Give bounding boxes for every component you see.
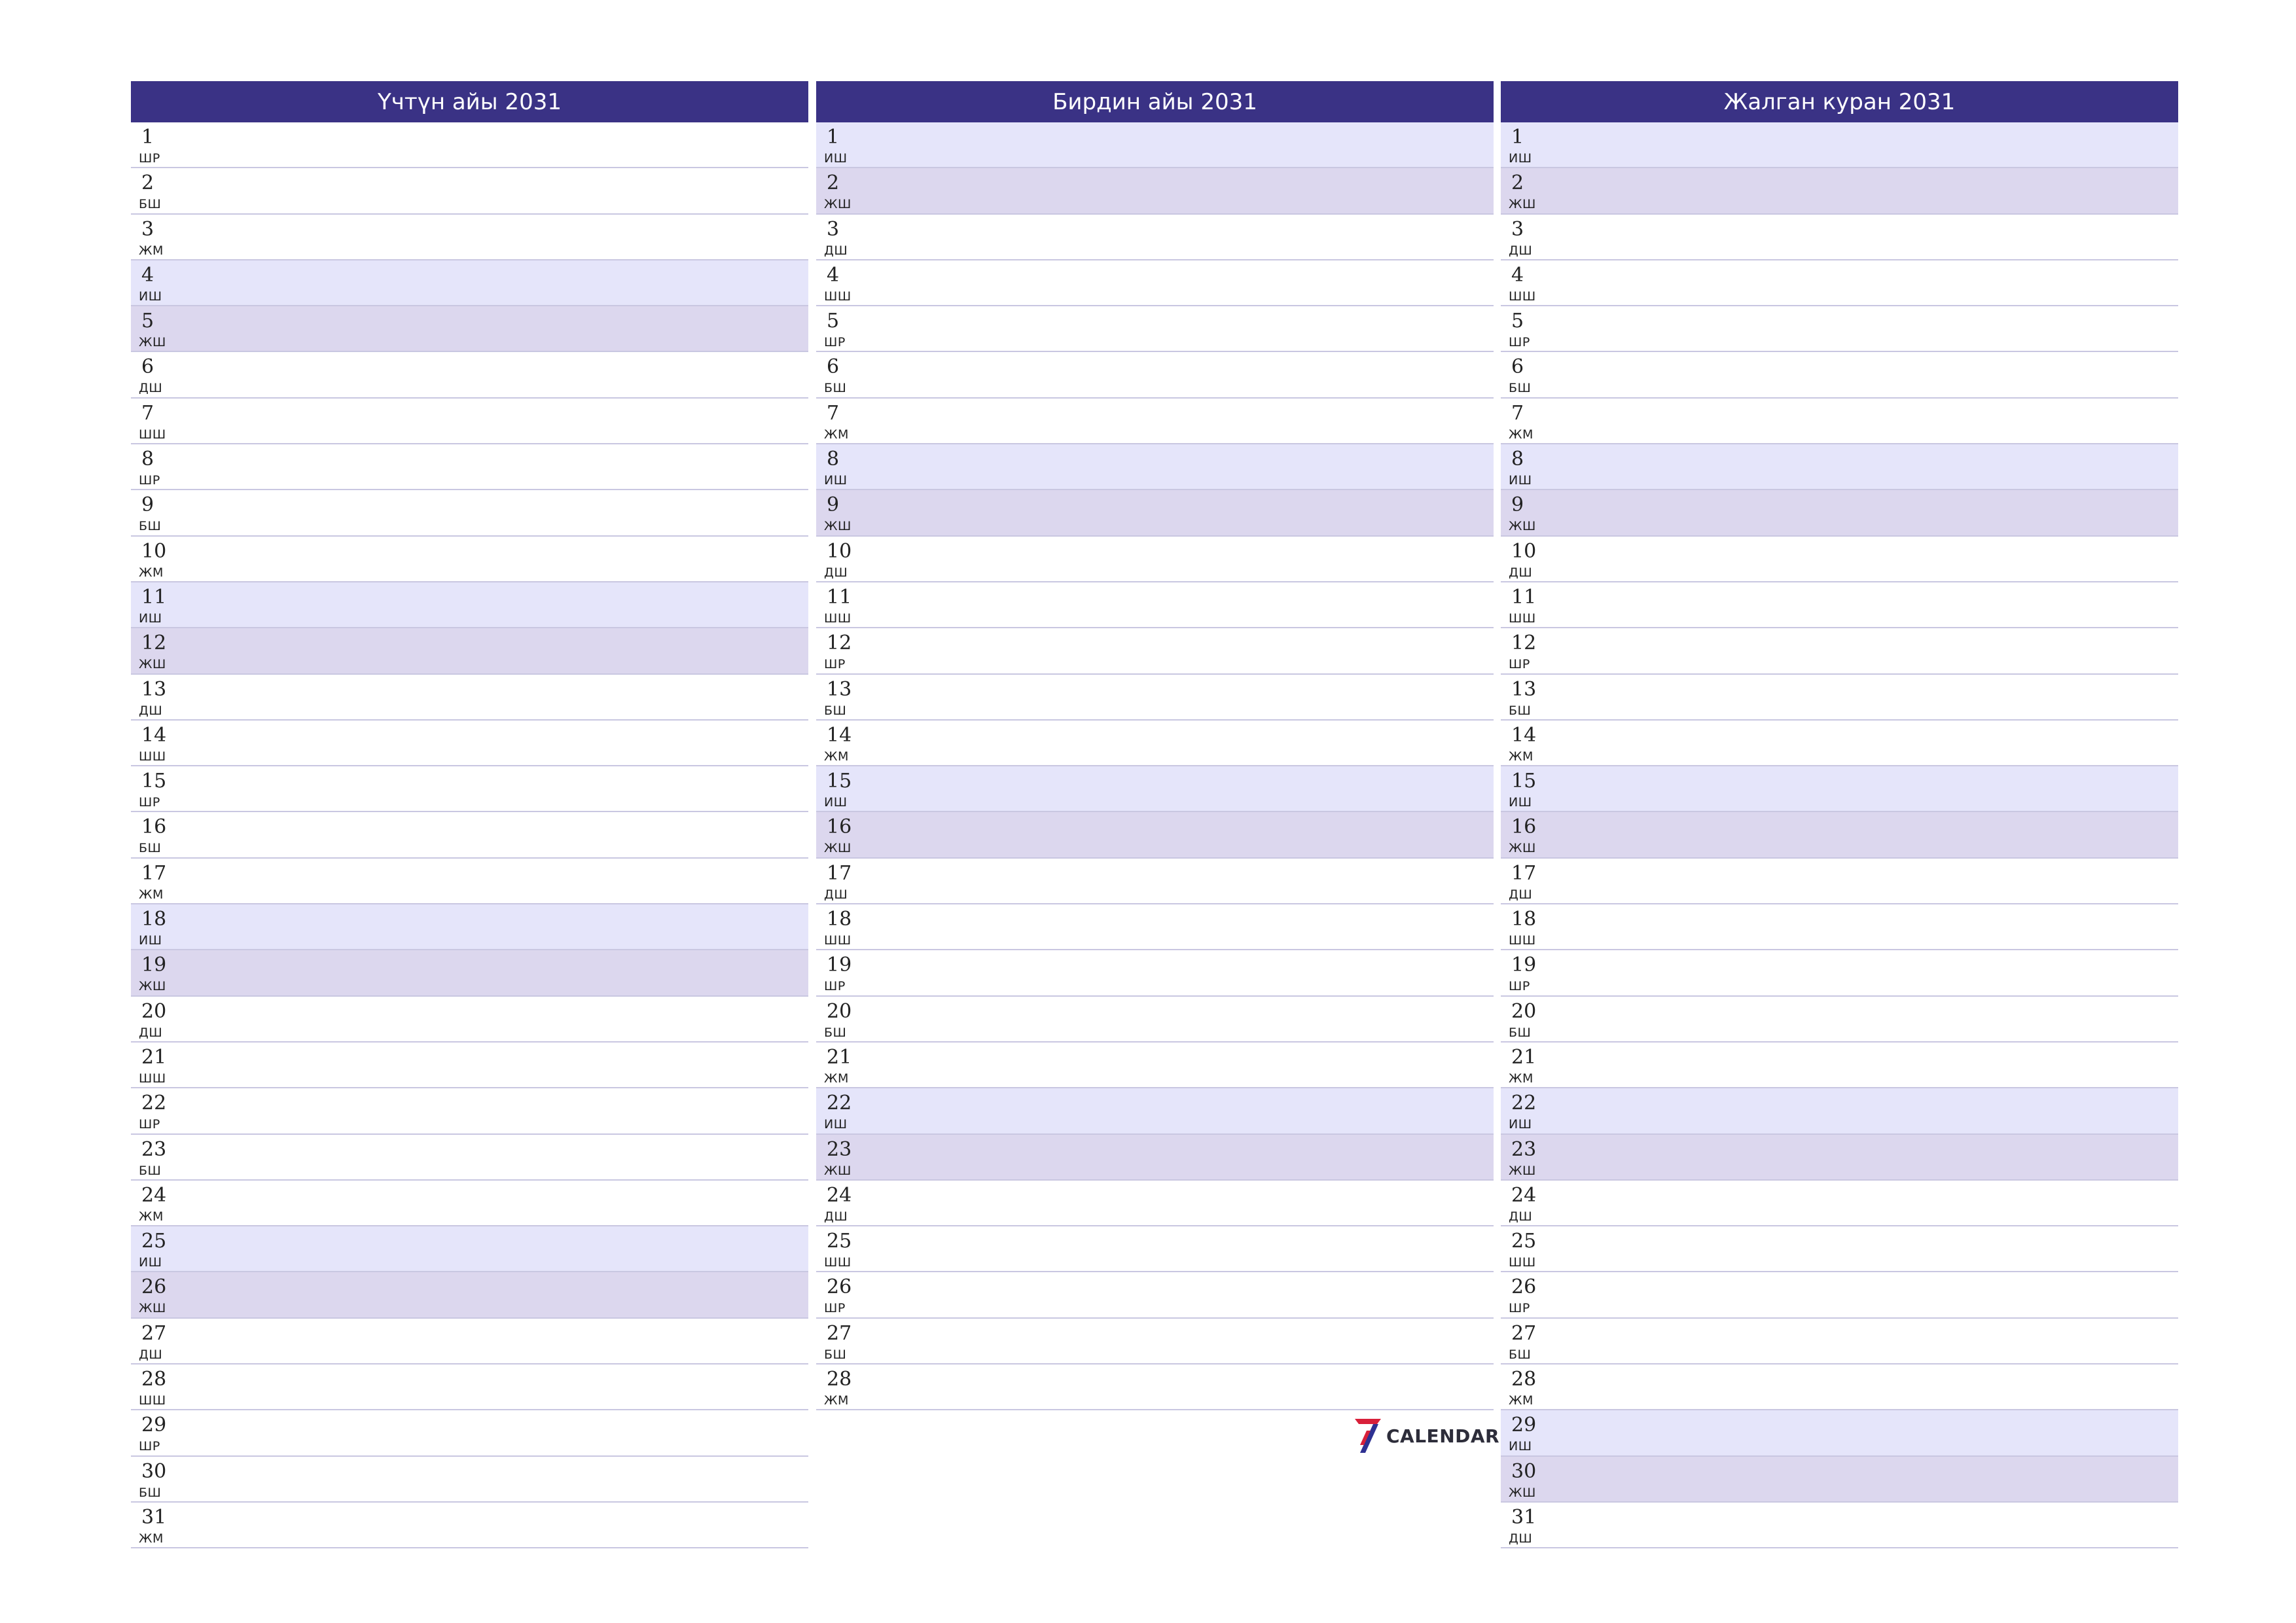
day-row xyxy=(1501,950,2178,996)
weekday-abbr: ИШ xyxy=(1509,1439,1532,1454)
weekday-abbr: ЖШ xyxy=(139,657,166,672)
day-row xyxy=(131,352,808,398)
day-row xyxy=(131,997,808,1043)
day-number: 13 xyxy=(827,677,852,701)
day-row xyxy=(1501,721,2178,766)
weekday-abbr: ДШ xyxy=(824,243,848,258)
day-number: 25 xyxy=(1511,1230,1537,1253)
day-row xyxy=(1501,904,2178,950)
day-number: 23 xyxy=(827,1137,852,1161)
day-number: 8 xyxy=(1511,448,1524,471)
weekday-abbr: ШШ xyxy=(824,611,852,626)
day-number: 3 xyxy=(1511,217,1524,241)
day-number: 29 xyxy=(1511,1414,1537,1437)
month-header: Жалган куран 2031 xyxy=(1501,81,2178,122)
day-row xyxy=(816,997,1494,1043)
day-list xyxy=(131,122,808,1548)
day-number: 8 xyxy=(141,448,154,471)
weekday-abbr: ШР xyxy=(139,795,160,810)
weekday-abbr: ДШ xyxy=(139,703,163,718)
day-row xyxy=(816,1319,1494,1364)
day-number: 26 xyxy=(827,1275,852,1299)
day-number: 4 xyxy=(141,263,154,287)
day-row xyxy=(1501,582,2178,628)
weekday-abbr: ИШ xyxy=(139,289,162,304)
day-number: 4 xyxy=(1511,263,1524,287)
day-row xyxy=(816,1135,1494,1181)
day-row xyxy=(131,399,808,444)
day-number: 17 xyxy=(1511,861,1537,885)
day-number: 2 xyxy=(827,171,840,195)
day-row xyxy=(131,490,808,536)
weekday-abbr: ИШ xyxy=(1509,473,1532,488)
day-number: 17 xyxy=(141,861,167,885)
day-number: 1 xyxy=(1511,126,1524,149)
weekday-abbr: ШР xyxy=(824,335,846,350)
day-row xyxy=(816,628,1494,674)
weekday-abbr: ЖМ xyxy=(824,1393,849,1408)
day-row xyxy=(131,766,808,812)
day-number: 8 xyxy=(827,448,840,471)
day-row xyxy=(816,260,1494,306)
weekday-abbr: ШШ xyxy=(139,427,166,442)
day-number: 15 xyxy=(1511,770,1537,793)
day-number: 15 xyxy=(827,770,852,793)
day-number: 24 xyxy=(1511,1183,1537,1207)
weekday-abbr: ИШ xyxy=(824,473,848,488)
weekday-abbr: БШ xyxy=(139,841,162,856)
day-row xyxy=(131,721,808,766)
logo-text: CALENDAR xyxy=(1386,1425,1500,1447)
day-row xyxy=(1501,444,2178,490)
weekday-abbr: ЖМ xyxy=(139,1209,164,1224)
day-row xyxy=(1501,1503,2178,1548)
weekday-abbr: ШШ xyxy=(139,1071,166,1086)
day-row xyxy=(816,490,1494,536)
day-row xyxy=(1501,1135,2178,1181)
weekday-abbr: ШШ xyxy=(1509,933,1536,948)
day-row xyxy=(1501,1043,2178,1088)
day-row xyxy=(1501,1319,2178,1364)
day-row xyxy=(816,122,1494,168)
day-row xyxy=(1501,1226,2178,1272)
day-row xyxy=(816,721,1494,766)
day-row xyxy=(816,812,1494,858)
weekday-abbr: ДШ xyxy=(139,1025,163,1040)
day-number: 9 xyxy=(141,493,154,517)
day-row xyxy=(131,1364,808,1410)
day-number: 13 xyxy=(1511,677,1537,701)
day-number: 5 xyxy=(141,310,154,333)
day-number: 10 xyxy=(1511,539,1537,563)
weekday-abbr: БШ xyxy=(1509,1025,1532,1040)
weekday-abbr: БШ xyxy=(824,381,847,396)
weekday-abbr: БШ xyxy=(1509,381,1532,396)
day-row xyxy=(131,168,808,214)
weekday-abbr: ШШ xyxy=(824,289,852,304)
day-row xyxy=(1501,352,2178,398)
day-number: 27 xyxy=(1511,1321,1537,1345)
weekday-abbr: ЖМ xyxy=(139,565,164,580)
day-row xyxy=(131,1135,808,1181)
weekday-abbr: ИШ xyxy=(139,1255,162,1270)
weekday-abbr: ДШ xyxy=(1509,887,1533,902)
weekday-abbr: ЖМ xyxy=(139,1531,164,1546)
day-row xyxy=(816,1272,1494,1318)
day-row xyxy=(131,859,808,904)
day-number: 14 xyxy=(827,723,852,747)
day-row xyxy=(131,1272,808,1318)
day-number: 21 xyxy=(1511,1045,1537,1069)
weekday-abbr: ЖМ xyxy=(139,887,164,902)
day-number: 6 xyxy=(1511,355,1524,379)
weekday-abbr: ШШ xyxy=(824,1255,852,1270)
weekday-abbr: ЖШ xyxy=(139,1301,166,1316)
day-number: 20 xyxy=(827,999,852,1023)
day-number: 28 xyxy=(141,1368,167,1391)
day-row xyxy=(131,260,808,306)
day-row xyxy=(816,582,1494,628)
brand-logo xyxy=(1351,1416,1499,1455)
day-row xyxy=(816,399,1494,444)
day-row xyxy=(816,1043,1494,1088)
weekday-abbr: ДШ xyxy=(824,887,848,902)
day-row xyxy=(131,1226,808,1272)
day-number: 7 xyxy=(141,401,154,425)
day-number: 4 xyxy=(827,263,840,287)
day-number: 12 xyxy=(827,632,852,655)
day-number: 28 xyxy=(827,1368,852,1391)
day-row xyxy=(1501,399,2178,444)
weekday-abbr: ШШ xyxy=(1509,289,1536,304)
day-row xyxy=(1501,812,2178,858)
day-number: 14 xyxy=(1511,723,1537,747)
day-row xyxy=(816,306,1494,352)
day-row xyxy=(816,950,1494,996)
day-list xyxy=(1501,122,2178,1548)
day-number: 23 xyxy=(1511,1137,1537,1161)
weekday-abbr: ДШ xyxy=(824,565,848,580)
month-header: Үчтүн айы 2031 xyxy=(131,81,808,122)
weekday-abbr: ЖШ xyxy=(824,519,852,534)
day-number: 19 xyxy=(827,954,852,977)
weekday-abbr: БШ xyxy=(824,703,847,718)
day-number: 26 xyxy=(141,1275,167,1299)
day-row xyxy=(131,628,808,674)
weekday-abbr: ШШ xyxy=(1509,1255,1536,1270)
weekday-abbr: ЖМ xyxy=(824,427,849,442)
weekday-abbr: БШ xyxy=(139,1485,162,1500)
day-row xyxy=(1501,1410,2178,1456)
day-number: 19 xyxy=(141,954,167,977)
weekday-abbr: ЖШ xyxy=(1509,841,1536,856)
weekday-abbr: ШР xyxy=(139,1439,160,1454)
weekday-abbr: ИШ xyxy=(139,933,162,948)
day-number: 6 xyxy=(827,355,840,379)
weekday-abbr: ЖШ xyxy=(1509,1163,1536,1178)
day-row xyxy=(816,766,1494,812)
weekday-abbr: ИШ xyxy=(1509,795,1532,810)
weekday-abbr: ШШ xyxy=(1509,611,1536,626)
day-row xyxy=(816,675,1494,721)
weekday-abbr: ДШ xyxy=(139,381,163,396)
weekday-abbr: ШР xyxy=(139,1117,160,1132)
month-header: Бирдин айы 2031 xyxy=(816,81,1494,122)
day-row xyxy=(131,812,808,858)
day-number: 19 xyxy=(1511,954,1537,977)
weekday-abbr: ЖМ xyxy=(1509,1393,1534,1408)
day-number: 7 xyxy=(827,401,840,425)
day-row xyxy=(816,859,1494,904)
weekday-abbr: ШР xyxy=(1509,979,1530,994)
weekday-abbr: ДШ xyxy=(1509,1531,1533,1546)
weekday-abbr: ЖШ xyxy=(1509,1485,1536,1500)
day-row xyxy=(1501,122,2178,168)
day-number: 1 xyxy=(141,126,154,149)
day-number: 22 xyxy=(141,1092,167,1115)
weekday-abbr: ШР xyxy=(139,151,160,166)
day-number: 16 xyxy=(827,815,852,839)
weekday-abbr: БШ xyxy=(139,519,162,534)
day-number: 10 xyxy=(827,539,852,563)
day-row xyxy=(1501,997,2178,1043)
day-row xyxy=(131,537,808,582)
day-row xyxy=(816,352,1494,398)
calendar-col-2 xyxy=(816,81,1494,1410)
weekday-abbr: ШШ xyxy=(139,1393,166,1408)
day-row xyxy=(131,1181,808,1226)
day-number: 2 xyxy=(1511,171,1524,195)
day-row xyxy=(1501,1364,2178,1410)
day-row xyxy=(816,1181,1494,1226)
day-row xyxy=(1501,1272,2178,1318)
day-row xyxy=(131,444,808,490)
day-row xyxy=(131,1503,808,1548)
weekday-abbr: ЖШ xyxy=(1509,197,1536,212)
weekday-abbr: ШР xyxy=(824,1301,846,1316)
calendar-col-1 xyxy=(131,81,808,1548)
day-number: 5 xyxy=(1511,310,1524,333)
day-number: 9 xyxy=(827,493,840,517)
weekday-abbr: ИШ xyxy=(824,1117,848,1132)
day-row xyxy=(131,306,808,352)
day-number: 18 xyxy=(1511,908,1537,931)
day-number: 11 xyxy=(827,585,852,609)
weekday-abbr: ИШ xyxy=(824,795,848,810)
weekday-abbr: БШ xyxy=(1509,1347,1532,1362)
day-number: 6 xyxy=(141,355,154,379)
day-row xyxy=(1501,490,2178,536)
day-number: 31 xyxy=(141,1505,167,1529)
weekday-abbr: ИШ xyxy=(139,611,162,626)
day-row xyxy=(1501,1181,2178,1226)
day-row xyxy=(816,1226,1494,1272)
day-row xyxy=(816,168,1494,214)
day-number: 2 xyxy=(141,171,154,195)
day-number: 16 xyxy=(141,815,167,839)
weekday-abbr: ЖМ xyxy=(1509,1071,1534,1086)
weekday-abbr: ИШ xyxy=(824,151,848,166)
day-row xyxy=(1501,537,2178,582)
day-row xyxy=(1501,1457,2178,1503)
day-row xyxy=(131,904,808,950)
weekday-abbr: ШР xyxy=(1509,335,1530,350)
day-number: 29 xyxy=(141,1414,167,1437)
weekday-abbr: ЖМ xyxy=(824,749,849,764)
weekday-abbr: ЖМ xyxy=(139,243,164,258)
weekday-abbr: БШ xyxy=(139,1163,162,1178)
day-number: 17 xyxy=(827,861,852,885)
weekday-abbr: ЖШ xyxy=(824,841,852,856)
day-number: 12 xyxy=(141,632,167,655)
day-number: 11 xyxy=(1511,585,1537,609)
day-number: 30 xyxy=(1511,1459,1537,1483)
weekday-abbr: ШР xyxy=(824,657,846,672)
day-number: 14 xyxy=(141,723,167,747)
day-row xyxy=(131,950,808,996)
day-number: 13 xyxy=(141,677,167,701)
seven-logo-icon xyxy=(1351,1416,1382,1455)
day-list xyxy=(816,122,1494,1410)
day-number: 24 xyxy=(141,1183,167,1207)
weekday-abbr: БШ xyxy=(824,1025,847,1040)
day-row xyxy=(816,1088,1494,1134)
weekday-abbr: ШР xyxy=(139,473,160,488)
day-number: 21 xyxy=(141,1045,167,1069)
day-number: 25 xyxy=(141,1230,167,1253)
day-row xyxy=(1501,306,2178,352)
day-row xyxy=(1501,675,2178,721)
day-row xyxy=(131,675,808,721)
weekday-abbr: ШШ xyxy=(139,749,166,764)
weekday-abbr: ЖМ xyxy=(824,1071,849,1086)
day-row xyxy=(1501,766,2178,812)
day-number: 3 xyxy=(141,217,154,241)
weekday-abbr: ДШ xyxy=(824,1209,848,1224)
weekday-abbr: ИШ xyxy=(1509,1117,1532,1132)
day-number: 10 xyxy=(141,539,167,563)
day-row xyxy=(131,582,808,628)
weekday-abbr: ЖШ xyxy=(1509,519,1536,534)
day-number: 25 xyxy=(827,1230,852,1253)
day-row xyxy=(1501,628,2178,674)
day-number: 20 xyxy=(1511,999,1537,1023)
day-number: 11 xyxy=(141,585,167,609)
weekday-abbr: ЖШ xyxy=(824,197,852,212)
day-row xyxy=(131,215,808,260)
weekday-abbr: ДШ xyxy=(1509,1209,1533,1224)
day-row xyxy=(131,1457,808,1503)
weekday-abbr: БШ xyxy=(1509,703,1532,718)
day-row xyxy=(1501,1088,2178,1134)
weekday-abbr: ШР xyxy=(824,979,846,994)
day-row xyxy=(1501,215,2178,260)
day-row xyxy=(131,1088,808,1134)
weekday-abbr: ДШ xyxy=(1509,243,1533,258)
weekday-abbr: ДШ xyxy=(139,1347,163,1362)
day-number: 22 xyxy=(827,1092,852,1115)
day-number: 7 xyxy=(1511,401,1524,425)
day-row xyxy=(1501,260,2178,306)
day-row xyxy=(131,122,808,168)
weekday-abbr: ШР xyxy=(1509,657,1530,672)
day-number: 16 xyxy=(1511,815,1537,839)
day-number: 15 xyxy=(141,770,167,793)
day-row xyxy=(816,215,1494,260)
weekday-abbr: ДШ xyxy=(1509,565,1533,580)
day-row xyxy=(816,444,1494,490)
day-number: 12 xyxy=(1511,632,1537,655)
weekday-abbr: ШР xyxy=(1509,1301,1530,1316)
day-number: 21 xyxy=(827,1045,852,1069)
day-number: 27 xyxy=(141,1321,167,1345)
day-row xyxy=(131,1043,808,1088)
calendar-col-3 xyxy=(1501,81,2178,1548)
day-row xyxy=(816,537,1494,582)
day-row xyxy=(816,904,1494,950)
day-number: 24 xyxy=(827,1183,852,1207)
day-number: 28 xyxy=(1511,1368,1537,1391)
day-number: 31 xyxy=(1511,1505,1537,1529)
day-number: 5 xyxy=(827,310,840,333)
day-number: 27 xyxy=(827,1321,852,1345)
weekday-abbr: БШ xyxy=(139,197,162,212)
day-number: 20 xyxy=(141,999,167,1023)
weekday-abbr: БШ xyxy=(824,1347,847,1362)
day-row xyxy=(816,1364,1494,1410)
day-row xyxy=(1501,168,2178,214)
day-number: 23 xyxy=(141,1137,167,1161)
day-number: 9 xyxy=(1511,493,1524,517)
weekday-abbr: ЖШ xyxy=(139,979,166,994)
weekday-abbr: ЖМ xyxy=(1509,749,1534,764)
day-number: 18 xyxy=(141,908,167,931)
day-number: 3 xyxy=(827,217,840,241)
day-number: 22 xyxy=(1511,1092,1537,1115)
weekday-abbr: ЖШ xyxy=(824,1163,852,1178)
weekday-abbr: ИШ xyxy=(1509,151,1532,166)
weekday-abbr: ЖШ xyxy=(139,335,166,350)
day-row xyxy=(131,1410,808,1456)
day-number: 30 xyxy=(141,1459,167,1483)
weekday-abbr: ШШ xyxy=(824,933,852,948)
day-number: 18 xyxy=(827,908,852,931)
day-row xyxy=(1501,859,2178,904)
day-row xyxy=(131,1319,808,1364)
weekday-abbr: ЖМ xyxy=(1509,427,1534,442)
day-number: 1 xyxy=(827,126,840,149)
day-number: 26 xyxy=(1511,1275,1537,1299)
